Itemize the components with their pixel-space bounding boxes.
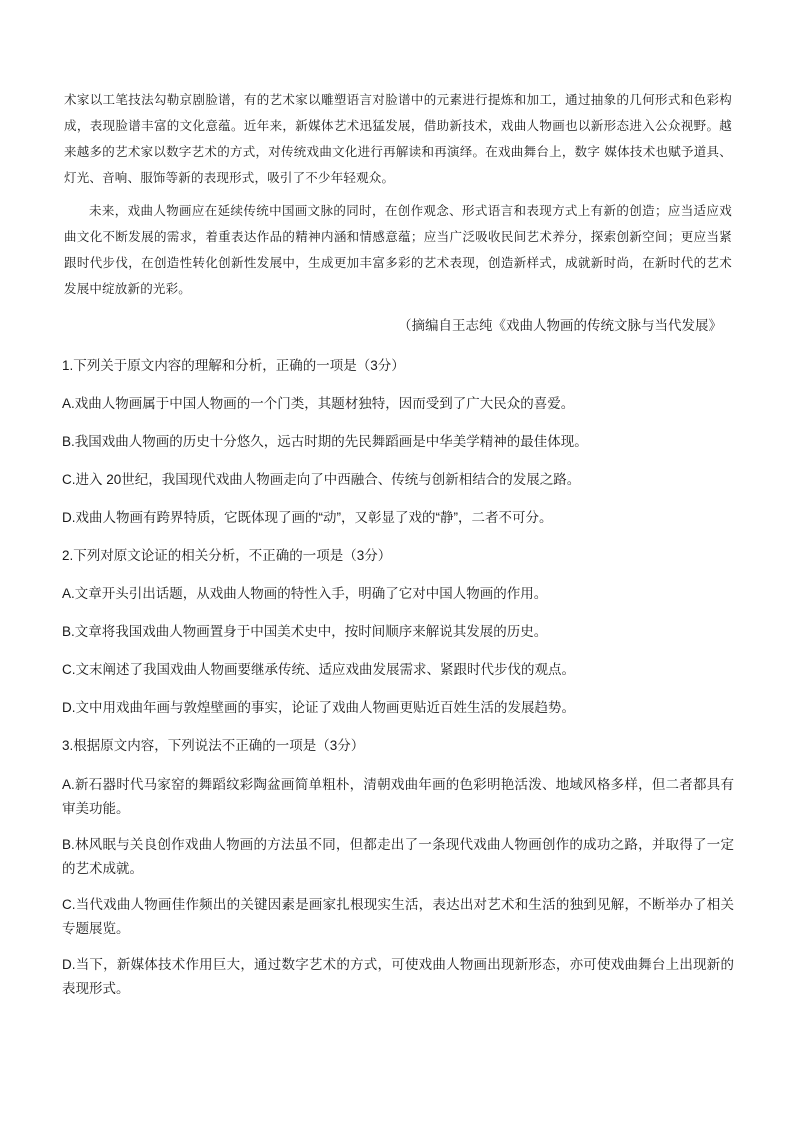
question-3-option-a: A.新石器时代马家窑的舞蹈纹彩陶盆画简单粗朴，清朝戏曲年画的色彩明艳活泼、地域风格多样，但二者都具有审美功能。: [62, 777, 734, 816]
question-3-option-c: C.当代戏曲人物画佳作频出的关键因素是画家扎根现实生活，表达出对艺术和生活的独到见解，不断举办了相关专题展览。: [62, 897, 734, 936]
question-1-stem: 1.下列关于原文内容的理解和分析，正确的一项是（3分）: [62, 358, 405, 373]
question-section: [62, 355, 734, 1013]
question-2-option-a: A.文章开头引出话题，从戏曲人物画的特性入手，明确了它对中国人物画的作用。: [62, 586, 548, 601]
question-1-option-c: C.进入 20世纪，我国现代戏曲人物画走向了中西融合、传统与创新相结合的发展之路。: [62, 472, 581, 487]
question-2-option-d: D.文中用戏曲年画与敦煌壁画的事实，论证了戏曲人物画更贴近百姓生活的发展趋势。: [62, 700, 575, 715]
passage-paragraph-2: 未来，戏曲人物画应在延续传统中国画文脉的同时，在创作观念、形式语言和表现方式上有新的创造；应当适应戏曲文化不断发展的需求，着重表达作品的精神内涵和情感意蕴；应当广泛吸收民间艺术养分，探索创新空间；更应当紧跟时代步伐，在创造性转化创新性发展中，生成更加丰富多彩的艺术表现，创造新样式，成就新时尚，在新时代的艺术发展中绽放新的光彩。: [64, 203, 732, 296]
question-1-option-a: A.戏曲人物画属于中国人物画的一个门类，其题材独特，因而受到了广大民众的喜爱。: [62, 396, 575, 411]
question-1-option-b: B.我国戏曲人物画的历史十分悠久，远古时期的先民舞蹈画是中华美学精神的最佳体现。: [62, 434, 588, 449]
passage-paragraph-1: 术家以工笔技法勾勒京剧脸谱，有的艺术家以雕塑语言对脸谱中的元素进行提炼和加工，通过抽象的几何形式和色彩构成，表现脸谱丰富的文化意蕴。近年来，新媒体艺术迅猛发展，借助新技术，戏曲人物画也以新形态进入公众视野。越来越多的艺术家以数字艺术的方式，对传统戏曲文化进行再解读和再演绎。在戏曲舞台上，数字 媒体技术也赋予道具、灯光、音响、服饰等新的表现形式，吸引了不少年轻观众。: [64, 92, 732, 185]
question-3-option-b: B.林风眠与关良创作戏曲人物画的方法虽不同，但都走出了一条现代戏曲人物画创作的成功之路，并取得了一定的艺术成就。: [62, 837, 734, 876]
question-2-option-b: B.文章将我国戏曲人物画置身于中国美术史中，按时间顺序来解说其发展的历史。: [62, 624, 548, 639]
question-1-option-d: D.戏曲人物画有跨界特质，它既体现了画的“动”，又彰显了戏的“静”，二者不可分。: [62, 510, 553, 525]
question-3-option-d: D.当下，新媒体技术作用巨大，通过数字艺术的方式，可使戏曲人物画出现新形态，亦可使戏曲舞台上出现新的表现形式。: [62, 957, 734, 996]
question-2-option-c: C.文末阐述了我国戏曲人物画要继承传统、适应戏曲发展需求、紧跟时代步伐的观点。: [62, 662, 575, 677]
question-2-stem: 2.下列对原文论证的相关分析，不正确的一项是（3分）: [62, 548, 392, 563]
question-3-stem: 3.根据原文内容，下列说法不正确的一项是（3分）: [62, 738, 365, 753]
reading-passage: [64, 87, 732, 302]
passage-source-citation: （摘编自王志纯《戏曲人物画的传统文脉与当代发展》: [398, 318, 722, 333]
